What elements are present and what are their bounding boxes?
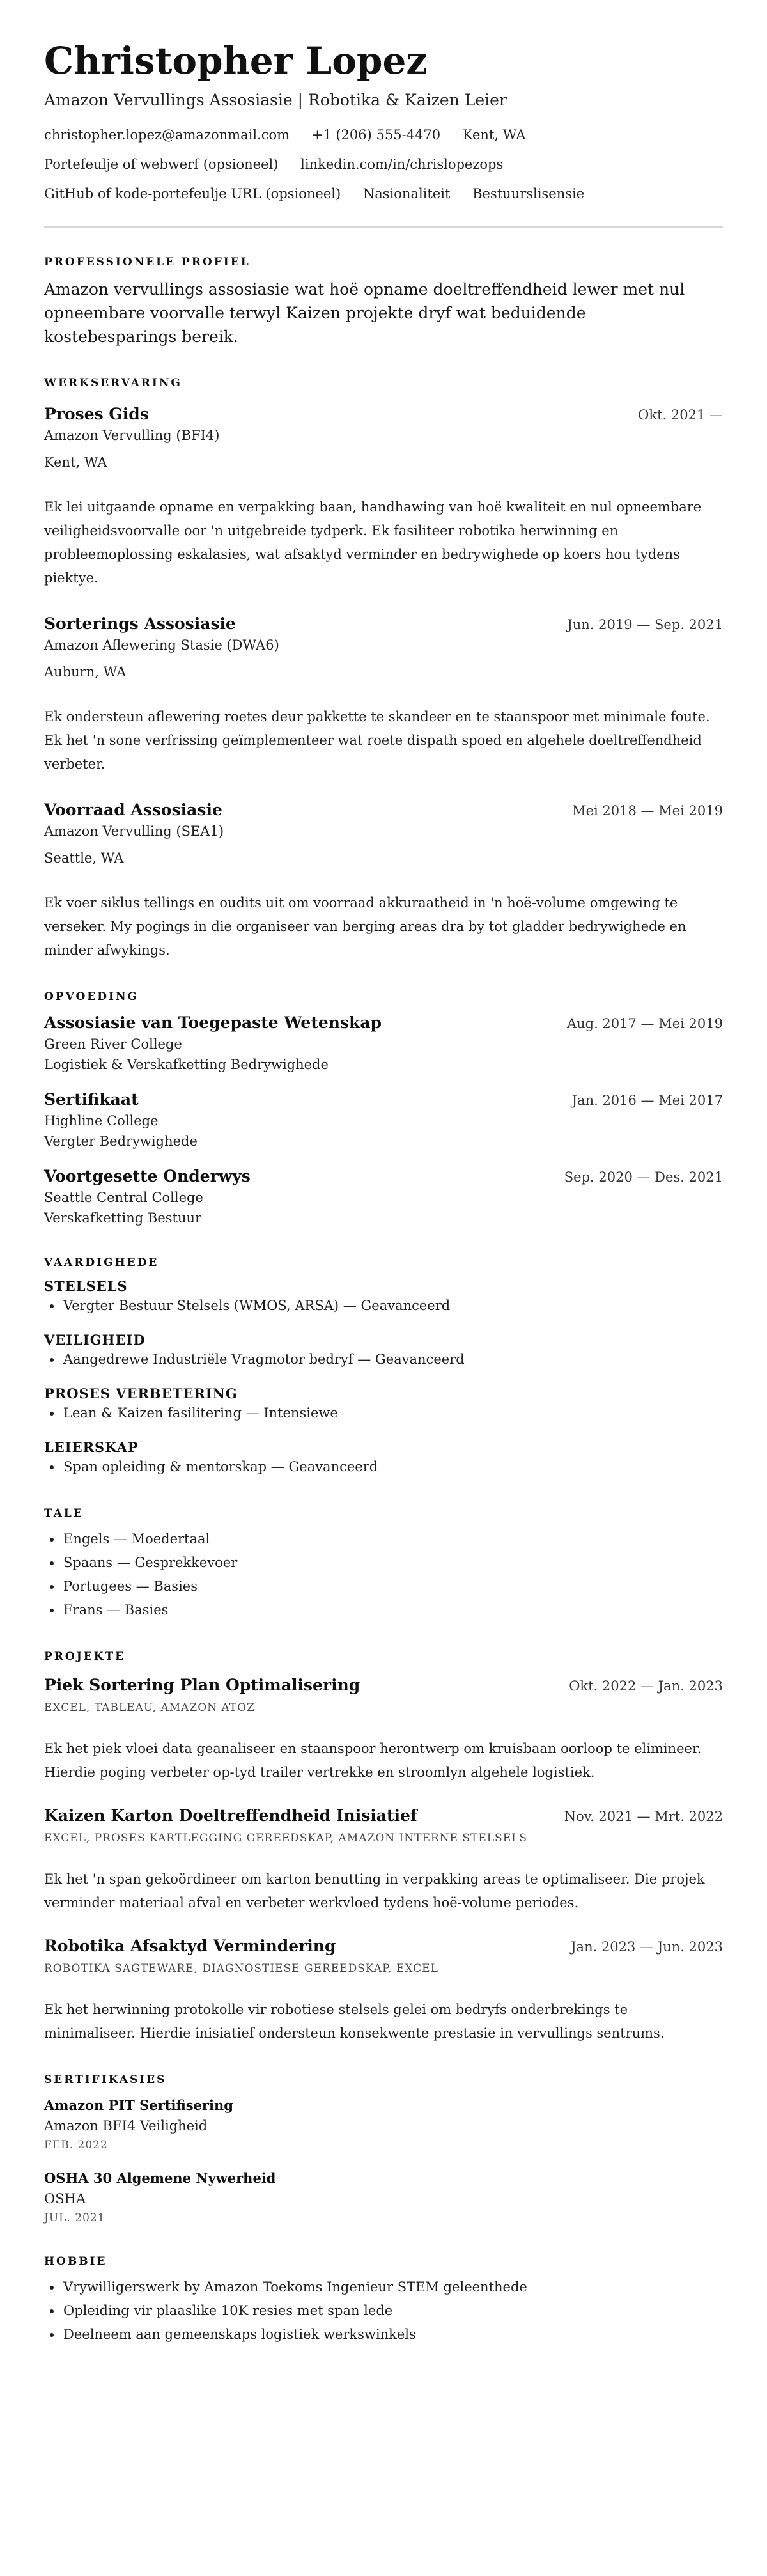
job-header [44,799,723,821]
job-entry [44,403,723,590]
project-date: Okt. 2022 — Jan. 2023 [569,1678,723,1694]
education-school: Seattle Central College [44,1190,203,1205]
education-header [44,1012,723,1034]
contact-nationality: Nasionaliteit [362,186,451,201]
skill-item: • Lean & Kaizen fasilitering — Intensiewe [62,1401,723,1425]
hobby-item: • Vrywilligerswerk by Amazon Toekoms Ingenieur STEM geleenthede [62,2275,723,2299]
job-role: Sorterings Assosiasie [44,614,236,633]
skill-group [44,1386,723,1425]
projects-section [44,1650,723,2045]
education-school: Highline College [44,1113,159,1128]
education-degree: Voortgesette Onderwys [44,1167,251,1185]
education-section [44,990,723,1228]
education-field: Verskafketting Bestuur [44,1210,202,1226]
job-role: Proses Gids [44,405,149,423]
project-entry [44,1805,723,1915]
job-description: Ek lei uitgaande opname en verpakking baan, handhawing van hoë kwaliteit en nul opneembare veiligheidsvoorvalle oor 'n uitgebreide tydperk. Ek fasiliteer robotika herwinning en probleemoplossing eskalasies, wat afsaktyd verminder en bedrywighede op koers hou tydens piektye. [44,499,702,586]
job-header [44,613,723,635]
project-description: Ek het 'n span gekoördineer om karton benutting in verpakking areas te optimaliseer. Die projek verminder materiaal afval en verbeter werkvloed tydens hoë-volume periodes. [44,1871,705,1910]
contact-portfolio[interactable]: Portefeulje of webwerf (opsioneel) [44,157,279,172]
job-date: Jun. 2019 — Sep. 2021 [567,617,723,632]
project-description: Ek het piek vloei data geanaliseer en staanspoor herontwerp om kruisbaan oorloop te elimineer. Hierdie poging verbeter op-tyd trailer vertrekke en stroomlyn algehele logistiek. [44,1741,702,1780]
job-location: Kent, WA [44,455,107,470]
skill-group [44,1439,723,1479]
certification-issuer: OSHA [44,2191,86,2206]
education-degree: Assosiasie van Toegepaste Wetenskap [44,1013,382,1032]
skill-list [44,1455,723,1479]
certification-issuer: Amazon BFI4 Veiligheid [44,2118,208,2134]
language-item: • Spaans — Gesprekkevoer [62,1551,723,1575]
job-date: Okt. 2021 — [638,407,723,423]
skills-heading: VAARDIGHEDE [44,1256,159,1269]
project-date: Jan. 2023 — Jun. 2023 [571,1939,723,1955]
skill-category: VEILIGHEID [44,1332,146,1348]
education-date: Jan. 2016 — Mei 2017 [571,1093,723,1108]
job-company: Amazon Vervulling (BFI4) [44,428,220,443]
hobbies-list [44,2275,723,2346]
contact-location: Kent, WA [462,127,526,143]
skill-item: • Aangedrewe Industriële Vragmotor bedryf — Geavanceerd [62,1348,723,1371]
job-company: Amazon Aflewering Stasie (DWA6) [44,637,279,653]
certification-name: Amazon PIT Sertifisering [44,2097,233,2113]
skill-item: • Span opleiding & mentorskap — Geavanceerd [62,1455,723,1479]
education-entry [44,1012,723,1075]
education-field: Vergter Bedrywighede [44,1134,198,1149]
certification-entry [44,2095,723,2154]
project-name: Piek Sortering Plan Optimalisering [44,1676,360,1694]
skill-list [44,1348,723,1371]
project-entry [44,1674,723,1784]
projects-heading: PROJEKTE [44,1650,126,1663]
job-location: Auburn, WA [44,664,127,680]
job-description: Ek ondersteun aflewering roetes deur pakkette te skandeer en te staanspoor met minimale foute. Ek het 'n sone verfrissing geïmplementeer wat roete dispath spoed en algehele doeltreffendheid verbeter. [44,709,710,772]
contact-phone[interactable]: +1 (206) 555-4470 [311,127,441,143]
education-school: Green River College [44,1036,182,1052]
skill-item: • Vergter Bestuur Stelsels (WMOS, ARSA) — Geavanceerd [62,1294,723,1318]
contact-row-extra [44,184,723,203]
job-date: Mei 2018 — Mei 2019 [572,803,723,818]
experience-section [44,377,723,962]
education-entry [44,1166,723,1228]
hobby-item: • Deelneem aan gemeenskaps logistiek werkswinkels [62,2323,723,2346]
project-tech: ROBOTIKA SAGTEWARE, DIAGNOSTIESE GEREEDSKAP, EXCEL [44,1962,438,1975]
contact-linkedin[interactable]: linkedin.com/in/chrislopezops [300,157,504,172]
education-header [44,1089,723,1111]
skill-group [44,1278,723,1318]
job-description: Ek voer siklus tellings en oudits uit om voorraad akkuraatheid in 'n hoë-volume omgewing te verseker. My pogings in die organiseer van berging areas dra by tot gladder bedrywighede en minder afwykings. [44,895,686,958]
job-entry [44,799,723,962]
project-entry [44,1935,723,2045]
hobbies-heading: HOBBIE [44,2255,107,2268]
skill-category: STELSELS [44,1278,128,1294]
certifications-heading: SERTIFIKASIES [44,2073,167,2086]
certifications-section [44,2073,723,2227]
project-header [44,1805,723,1827]
job-header [44,403,723,425]
resume-header [44,38,723,228]
header-divider [44,226,723,228]
project-tech: EXCEL, PROSES KARTLEGGING GEREEDSKAP, AMAZON INTERNE STELSELS [44,1832,528,1845]
skill-category: LEIERSKAP [44,1439,139,1455]
education-field: Logistiek & Verskafketting Bedrywighede [44,1057,329,1072]
skills-section [44,1256,723,1479]
job-location: Seattle, WA [44,850,124,866]
project-description: Ek het herwinning protokolle vir robotiese stelsels gelei om bedryfs onderbrekings te minimaliseer. Hierdie inisiatief ondersteun konsekwente prestasie in vervullings sentrums. [44,2002,665,2041]
hobbies-section [44,2255,723,2346]
language-item: • Portugees — Basies [62,1575,723,1598]
language-item: • Engels — Moedertaal [62,1527,723,1551]
certification-name: OSHA 30 Algemene Nywerheid [44,2170,276,2186]
certification-date: FEB. 2022 [44,2139,108,2151]
skill-group [44,1332,723,1371]
education-entry [44,1089,723,1151]
education-date: Aug. 2017 — Mei 2019 [566,1016,723,1031]
job-role: Voorraad Assosiasie [44,800,222,819]
contact-row-links [44,155,723,174]
languages-heading: TALE [44,1507,84,1520]
project-date: Nov. 2021 — Mrt. 2022 [564,1809,723,1824]
contact-github[interactable]: GitHub of kode-portefeulje URL (opsioneel) [44,186,341,201]
languages-list [44,1527,723,1622]
project-name: Robotika Afsaktyd Vermindering [44,1937,336,1955]
certification-entry [44,2168,723,2227]
skill-category: PROSES VERBETERING [44,1386,238,1401]
contact-row-primary [44,125,723,144]
experience-heading: WERKSERVARING [44,377,182,389]
contact-email[interactable]: christopher.lopez@amazonmail.com [44,127,290,143]
project-name: Kaizen Karton Doeltreffendheid Inisiatief [44,1806,417,1825]
skill-list [44,1401,723,1425]
project-tech: EXCEL, TABLEAU, AMAZON ATOZ [44,1701,255,1714]
job-entry [44,613,723,776]
skill-list [44,1294,723,1318]
candidate-headline: Amazon Vervullings Assosiasie | Robotika & Kaizen Leier [44,91,507,109]
education-date: Sep. 2020 — Des. 2021 [564,1169,723,1185]
certification-date: JUL. 2021 [44,2212,105,2224]
education-heading: OPVOEDING [44,990,139,1003]
languages-section [44,1507,723,1622]
candidate-name: Christopher Lopez [44,39,428,82]
education-degree: Sertifikaat [44,1090,139,1109]
hobby-item: • Opleiding vir plaaslike 10K resies met span lede [62,2299,723,2323]
job-company: Amazon Vervulling (SEA1) [44,824,224,839]
project-header [44,1935,723,1957]
profile-summary: Amazon vervullings assosiasie wat hoë opname doeltreffendheid lewer met nul opneembare voorvalle terwyl Kaizen projekte dryf wat beduidende kostebesparings bereik. [44,280,685,346]
language-item: • Frans — Basies [62,1598,723,1622]
education-header [44,1166,723,1187]
contact-license: Bestuurslisensie [472,186,585,201]
project-header [44,1674,723,1696]
profile-heading: PROFESSIONELE PROFIEL [44,256,251,269]
profile-section [44,256,723,348]
